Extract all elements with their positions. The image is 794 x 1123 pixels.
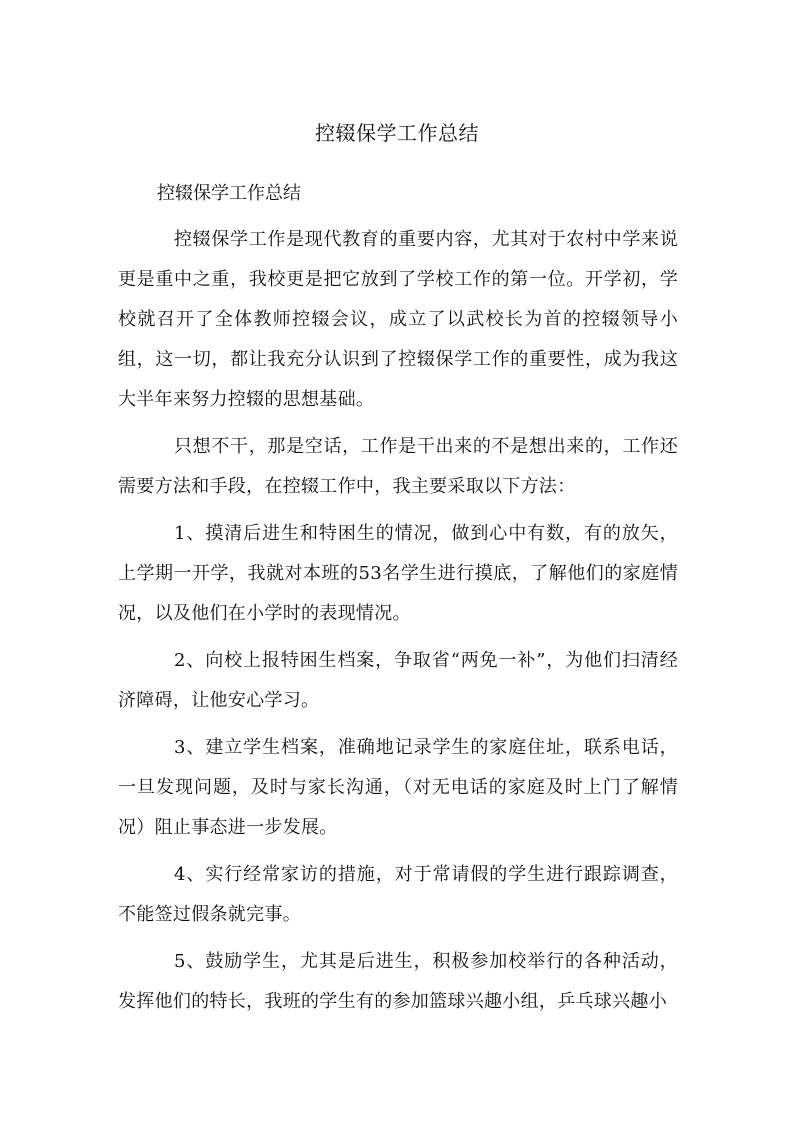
paragraph-item-1: 1、摸清后进生和特困生的情况，做到心中有数，有的放矢，上学期一开学，我就对本班的53名学生进行摸底，了解他们的家庭情况，以及他们在小学时的表现情况。 (118, 523, 678, 624)
paragraph-intro: 控辍保学工作是现代教育的重要内容，尤其对于农村中学来说更是重中之重，我校更是把它放到了学校工作的第一位。开学初，学校就召开了全体教师控辍会议，成立了以武校长为首的控辍领导小组，这一切，都让我充分认识到了控辍保学工作的重要性，成为我这大半年来努力控辍的思想基础。 (118, 229, 678, 410)
paragraph-item-5: 5、鼓励学生，尤其是后进生，积极参加校举行的各种活动，发挥他们的特长，我班的学生有的参加篮球兴趣小组，乒乓球兴趣小 (118, 951, 678, 1012)
paragraph-item-3: 3、建立学生档案，准确地记录学生的家庭住址，联系电话，一旦发现问题，及时与家长沟通，（对无电话的家庭及时上门了解情况）阻止事态进一步发展。 (118, 737, 678, 838)
document-title: 控辍保学工作总结 (315, 121, 479, 145)
document-body (118, 220, 678, 1029)
paragraph-item-4: 4、实行经常家访的措施，对于常请假的学生进行跟踪调查，不能签过假条就完事。 (118, 864, 678, 925)
document-subtitle: 控辍保学工作总结 (157, 183, 301, 204)
paragraph-methods-intro: 只想不干，那是空话，工作是干出来的不是想出来的，工作还需要方法和手段，在控辍工作中，我主要采取以下方法： (118, 436, 678, 497)
paragraph-item-2: 2、向校上报特困生档案，争取省“两免一补”，为他们扫清经济障碍，让他安心学习。 (118, 650, 678, 711)
